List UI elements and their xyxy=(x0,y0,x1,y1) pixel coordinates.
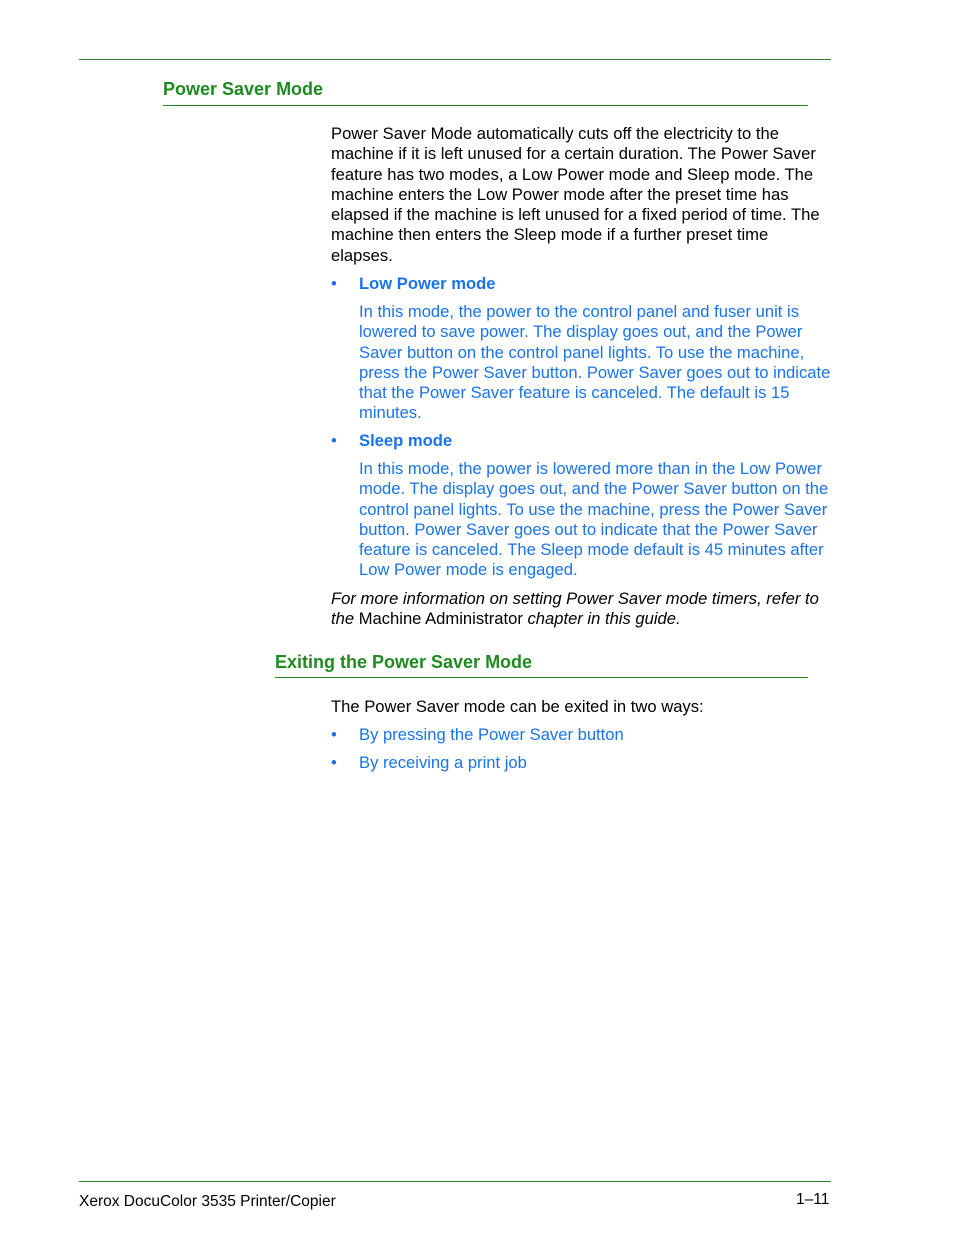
section-title-underline xyxy=(275,677,808,678)
section-title-underline xyxy=(163,105,808,106)
header-rule xyxy=(79,59,831,60)
bullet-glyph: • xyxy=(331,431,337,450)
sleep-mode-description: In this mode, the power is lowered more than in the Low Power mode. The display goes out, and the Power Saver button on the control panel lights. To use the machine, press the Power Saver button. Power Saver goes out to indicate that the Power Saver feature is canceled. The Sleep mode default is 45 minutes after Low Power mode is engaged. xyxy=(359,459,829,580)
bullet-glyph: • xyxy=(331,274,337,293)
note-machine-administrator: Machine Administrator xyxy=(358,609,523,629)
section-title-exiting: Exiting the Power Saver Mode xyxy=(275,652,533,672)
exit-option-item: By pressing the Power Saver button xyxy=(359,725,624,744)
power-saver-intro: Power Saver Mode automatically cuts off the electricity to the machine if it is left unused for a certain duration. The Power Saver feature has two modes, a Low Power mode and Sleep mode. The machine enters the Low Power mode after the preset time has elapsed if the machine is left unused for a fixed period of time. The machine then enters the Sleep mode if a further preset time elapses. xyxy=(331,124,820,265)
footer-product-name: Xerox DocuColor 3535 Printer/Copier xyxy=(79,1193,336,1210)
low-power-mode-description: In this mode, the power to the control panel and fuser unit is lowered to save power. The display goes out, and the Power Saver button on the control panel lights. To use the machine, press the Power Saver button. Power Saver goes out to indicate that the Power Saver feature is canceled. The default is 15 minutes. xyxy=(359,302,831,423)
note-part-3: chapter in this guide. xyxy=(522,609,681,629)
bullet-glyph: • xyxy=(331,753,337,772)
note-part-1: For more information on setting Power Saver mode timers, refer to the xyxy=(331,589,819,629)
footer-page-number: 1–11 xyxy=(796,1191,830,1208)
section-title-power-saver: Power Saver Mode xyxy=(163,79,324,99)
exit-intro: The Power Saver mode can be exited in two ways: xyxy=(331,697,704,716)
footer-rule xyxy=(79,1181,831,1182)
exit-option-item: By receiving a print job xyxy=(359,753,527,772)
sleep-mode-label: Sleep mode xyxy=(359,431,453,450)
low-power-mode-label: Low Power mode xyxy=(359,274,496,293)
timer-reference-note xyxy=(331,589,836,630)
bullet-glyph: • xyxy=(331,725,337,744)
